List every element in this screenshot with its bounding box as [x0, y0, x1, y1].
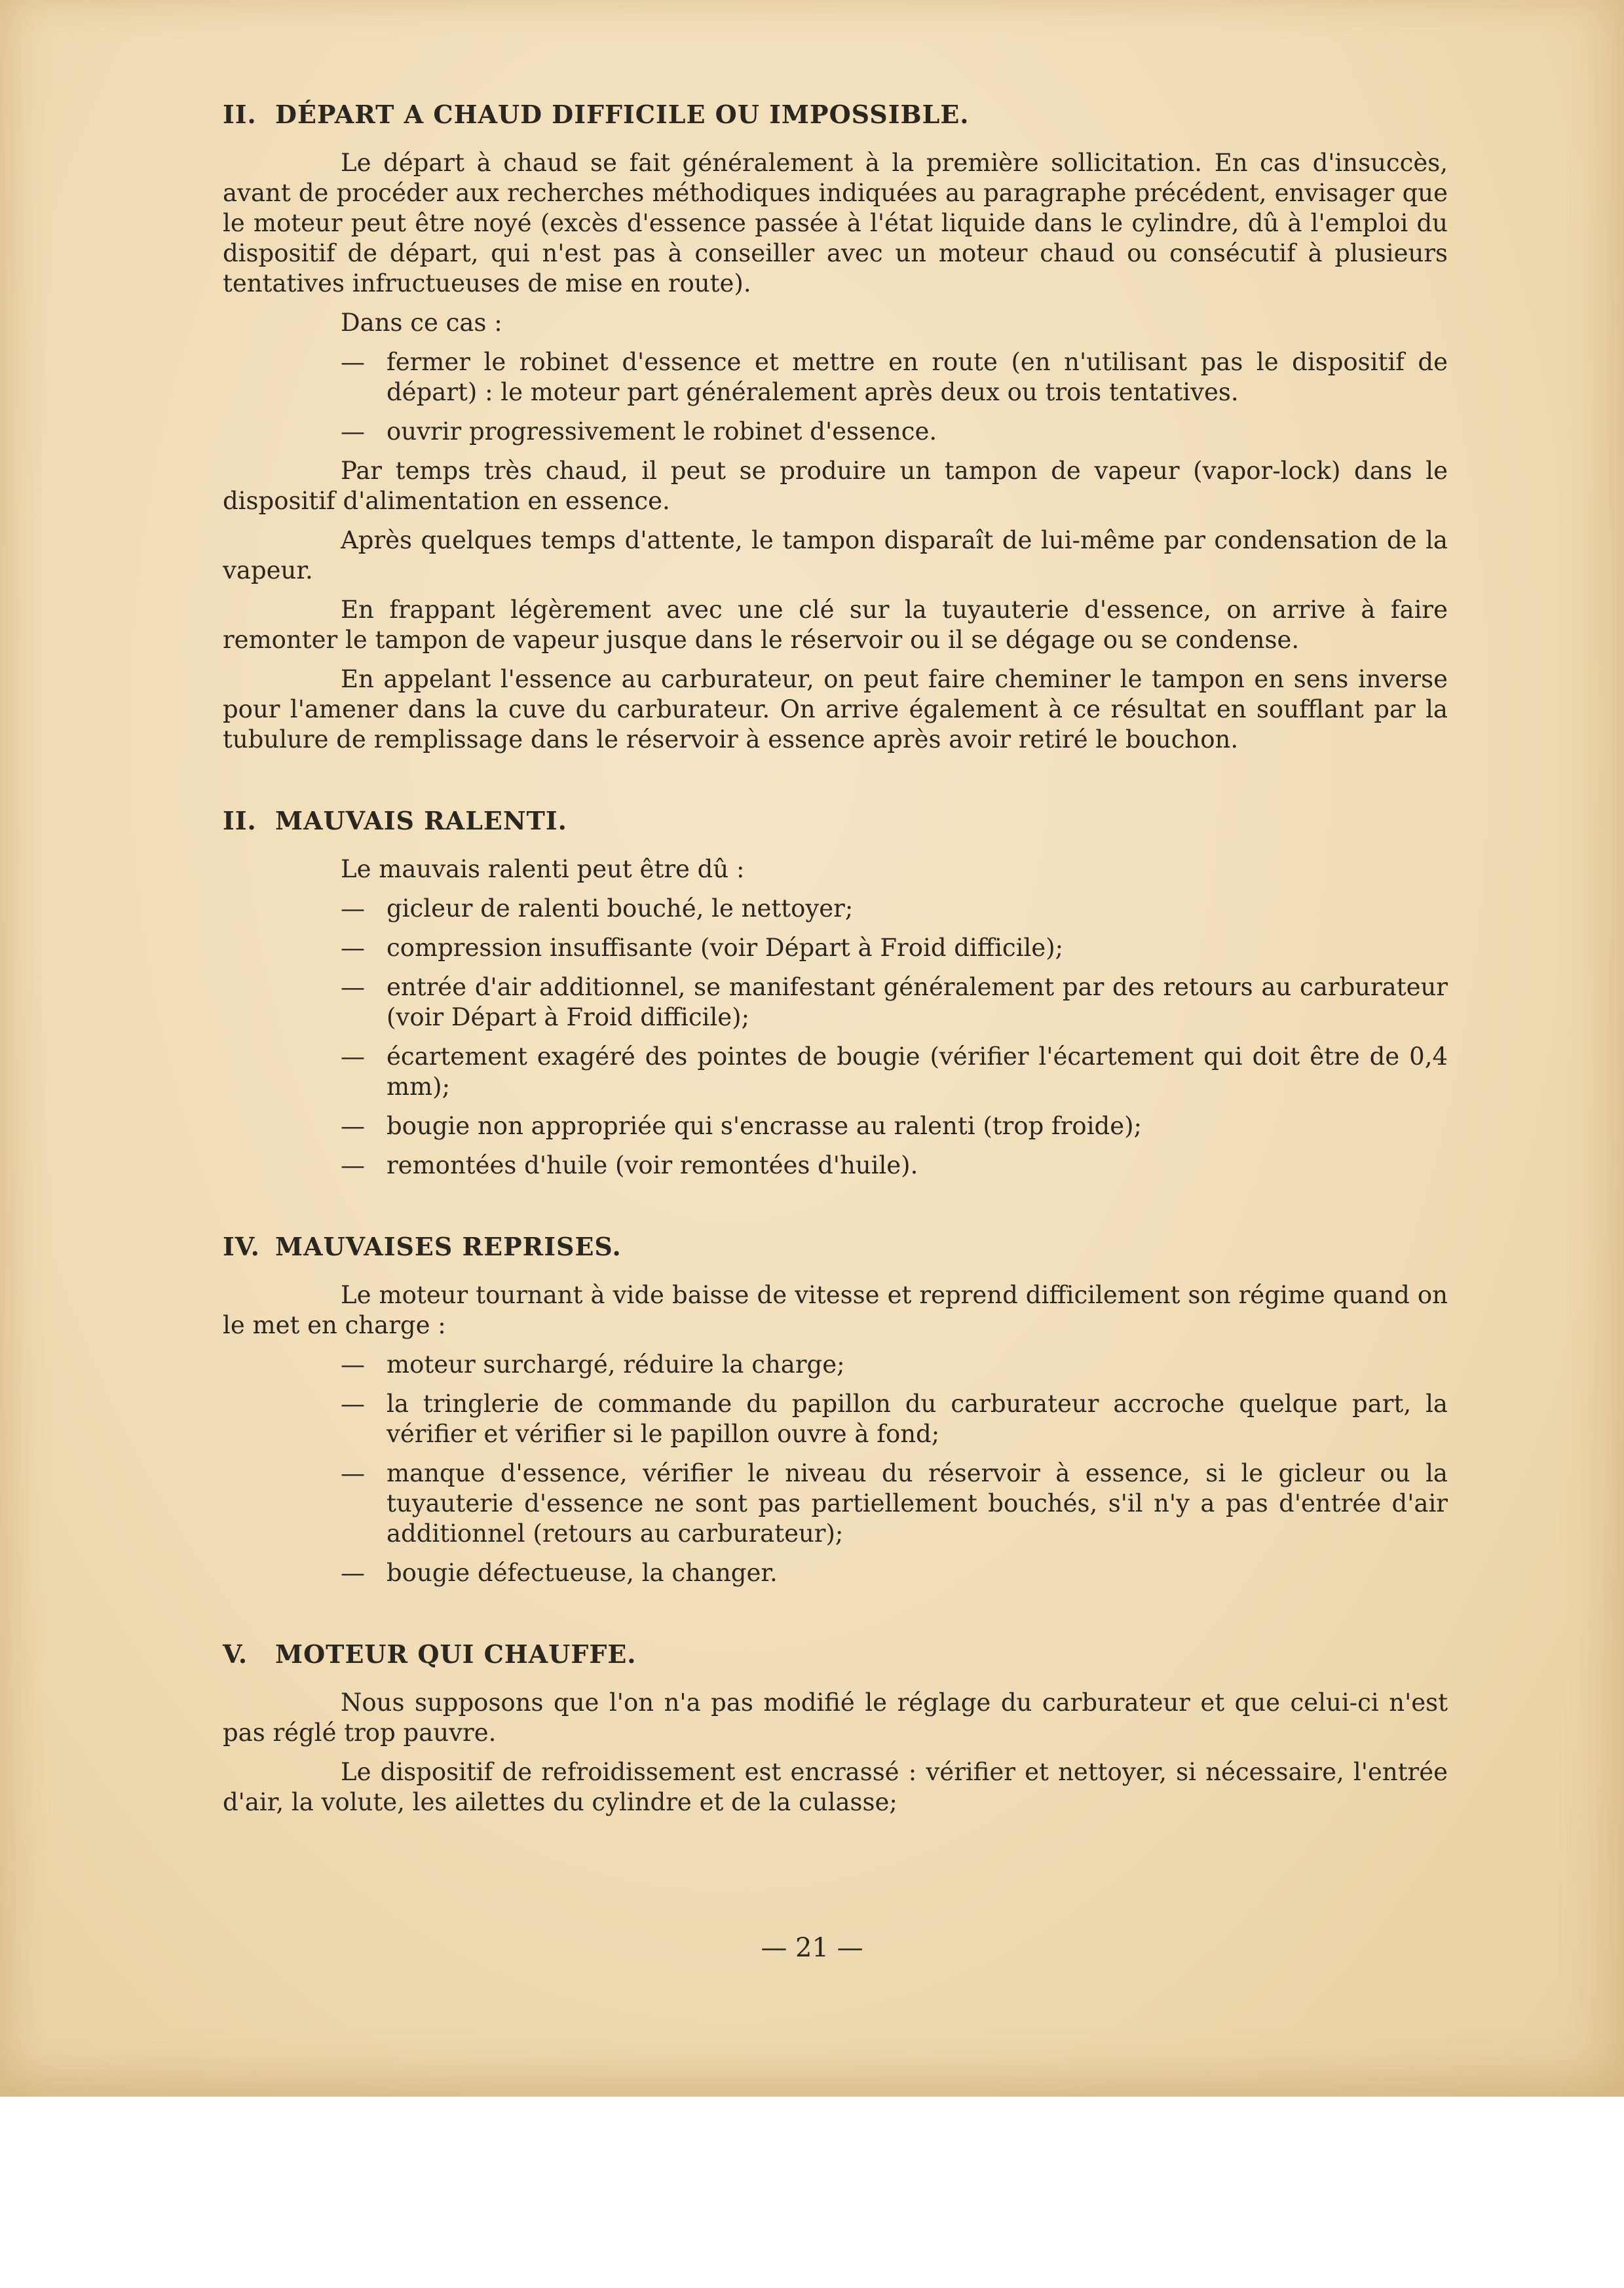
paragraph: Le départ à chaud se fait généralement à la première sollicitation. En cas d'insuccès, avant de procéder aux recherches méthodiques indiquées au paragraphe précédent, envisager que le moteur peut être noyé (excès d'essence passée à l'état liquide dans le cylindre, dû à l'emploi du dispositif de départ, qui n'est pas à conseiller avec un moteur chaud ou consécutif à plusieurs tentatives infructueuses de mise en route). [223, 149, 1448, 297]
section-number: II. [223, 806, 257, 835]
dash-glyph: — [341, 1112, 365, 1140]
paragraph: En appelant l'essence au carburateur, on peut faire cheminer le tampon en sens inverse pour l'amener dans la cuve du carburateur. On arrive également à ce résultat en soufflant par la tubulure de remplissage dans le réservoir à essence après avoir retiré le bouchon. [223, 665, 1448, 753]
section-number: V. [223, 1639, 248, 1669]
dash-item [341, 1151, 1448, 1181]
dash-item [341, 347, 1448, 408]
dash-item-text: remontées d'huile (voir remontées d'huile). [387, 1151, 918, 1179]
dash-item [341, 1389, 1448, 1449]
dash-item-text: bougie défectueuse, la changer. [387, 1559, 778, 1587]
dash-glyph: — [341, 973, 365, 1001]
section-depart-a-chaud [223, 98, 1448, 755]
dash-glyph: — [341, 1042, 365, 1071]
section-heading [223, 98, 1448, 131]
dash-item [341, 417, 1448, 447]
section-gap [223, 1597, 1448, 1638]
dash-item [341, 1459, 1448, 1549]
dash-glyph: — [341, 348, 365, 376]
dash-item [341, 1558, 1448, 1588]
section-heading [223, 1638, 1448, 1671]
section-title: MOTEUR QUI CHAUFFE. [275, 1639, 637, 1669]
section-gap [223, 1190, 1448, 1230]
paragraph: Le mauvais ralenti peut être dû : [341, 855, 745, 883]
dash-glyph: — [341, 1390, 365, 1418]
paragraph: En frappant légèrement avec une clé sur la tuyauterie d'essence, on arrive à faire remonter le tampon de vapeur jusque dans le réservoir ou il se dégage ou se condense. [223, 596, 1448, 654]
dash-item-text: moteur surchargé, réduire la charge; [387, 1350, 845, 1379]
page-content [223, 98, 1448, 1827]
dash-item [341, 1042, 1448, 1102]
page-number: — 21 — [761, 1933, 863, 1963]
dash-glyph: — [341, 894, 365, 923]
dash-glyph: — [341, 1459, 365, 1487]
dash-item-text: entrée d'air additionnel, se manifestant généralement par des retours au carburateur (voir Départ à Froid difficile); [387, 973, 1448, 1031]
section-heading [223, 805, 1448, 837]
dash-item-text: gicleur de ralenti bouché, le nettoyer; [387, 894, 854, 923]
section-mauvaises-reprises [223, 1230, 1448, 1588]
section-gap [223, 764, 1448, 805]
dash-item-text: ouvrir progressivement le robinet d'essence. [387, 417, 937, 446]
dash-item-text: écartement exagéré des pointes de bougie (vérifier l'écartement qui doit être de 0,4 mm); [387, 1042, 1448, 1101]
paragraph: Le dispositif de refroidissement est encrassé : vérifier et nettoyer, si nécessaire, l'entrée d'air, la volute, les ailettes du cylindre et de la culasse; [223, 1758, 1448, 1816]
dash-item-text: compression insuffisante (voir Départ à Froid difficile); [387, 934, 1064, 962]
section-heading [223, 1230, 1448, 1263]
paragraph: Après quelques temps d'attente, le tampon disparaît de lui-même par condensation de la vapeur. [223, 526, 1448, 584]
dash-item [341, 894, 1448, 924]
paragraph: Nous supposons que l'on n'a pas modifié le réglage du carburateur et que celui-ci n'est pas réglé trop pauvre. [223, 1688, 1448, 1747]
dash-item [341, 1350, 1448, 1380]
dash-item-text: manque d'essence, vérifier le niveau du réservoir à essence, si le gicleur ou la tuyauterie d'essence ne sont pas partiellement bouchés, s'il n'y a pas d'entrée d'air additionnel (retours au carburateur); [387, 1459, 1448, 1548]
dash-item [341, 933, 1448, 963]
dash-glyph: — [341, 934, 365, 962]
paragraph: Par temps très chaud, il peut se produire un tampon de vapeur (vapor-lock) dans le dispositif d'alimentation en essence. [223, 457, 1448, 515]
dash-item [341, 972, 1448, 1033]
dash-item-text: la tringlerie de commande du papillon du carburateur accroche quelque part, la vérifier et vérifier si le papillon ouvre à fond; [387, 1390, 1448, 1448]
dash-item-text: fermer le robinet d'essence et mettre en route (en n'utilisant pas le dispositif de départ) : le moteur part généralement après deux ou trois tentatives. [387, 348, 1448, 406]
section-moteur-qui-chauffe [223, 1638, 1448, 1818]
section-title: MAUVAISES REPRISES. [275, 1232, 622, 1261]
dash-glyph: — [341, 417, 365, 446]
dash-item [341, 1111, 1448, 1141]
section-title: DÉPART A CHAUD DIFFICILE OU IMPOSSIBLE. [275, 100, 970, 129]
dash-item-text: bougie non appropriée qui s'encrasse au ralenti (trop froide); [387, 1112, 1142, 1140]
dash-glyph: — [341, 1559, 365, 1587]
dash-glyph: — [341, 1350, 365, 1379]
section-number: IV. [223, 1232, 260, 1261]
section-title: MAUVAIS RALENTI. [275, 806, 567, 835]
paragraph: Dans ce cas : [341, 309, 502, 337]
section-number: II. [223, 100, 257, 129]
section-mauvais-ralenti [223, 805, 1448, 1181]
dash-glyph: — [341, 1151, 365, 1179]
paragraph: Le moteur tournant à vide baisse de vitesse et reprend difficilement son régime quand on le met en charge : [223, 1281, 1448, 1339]
